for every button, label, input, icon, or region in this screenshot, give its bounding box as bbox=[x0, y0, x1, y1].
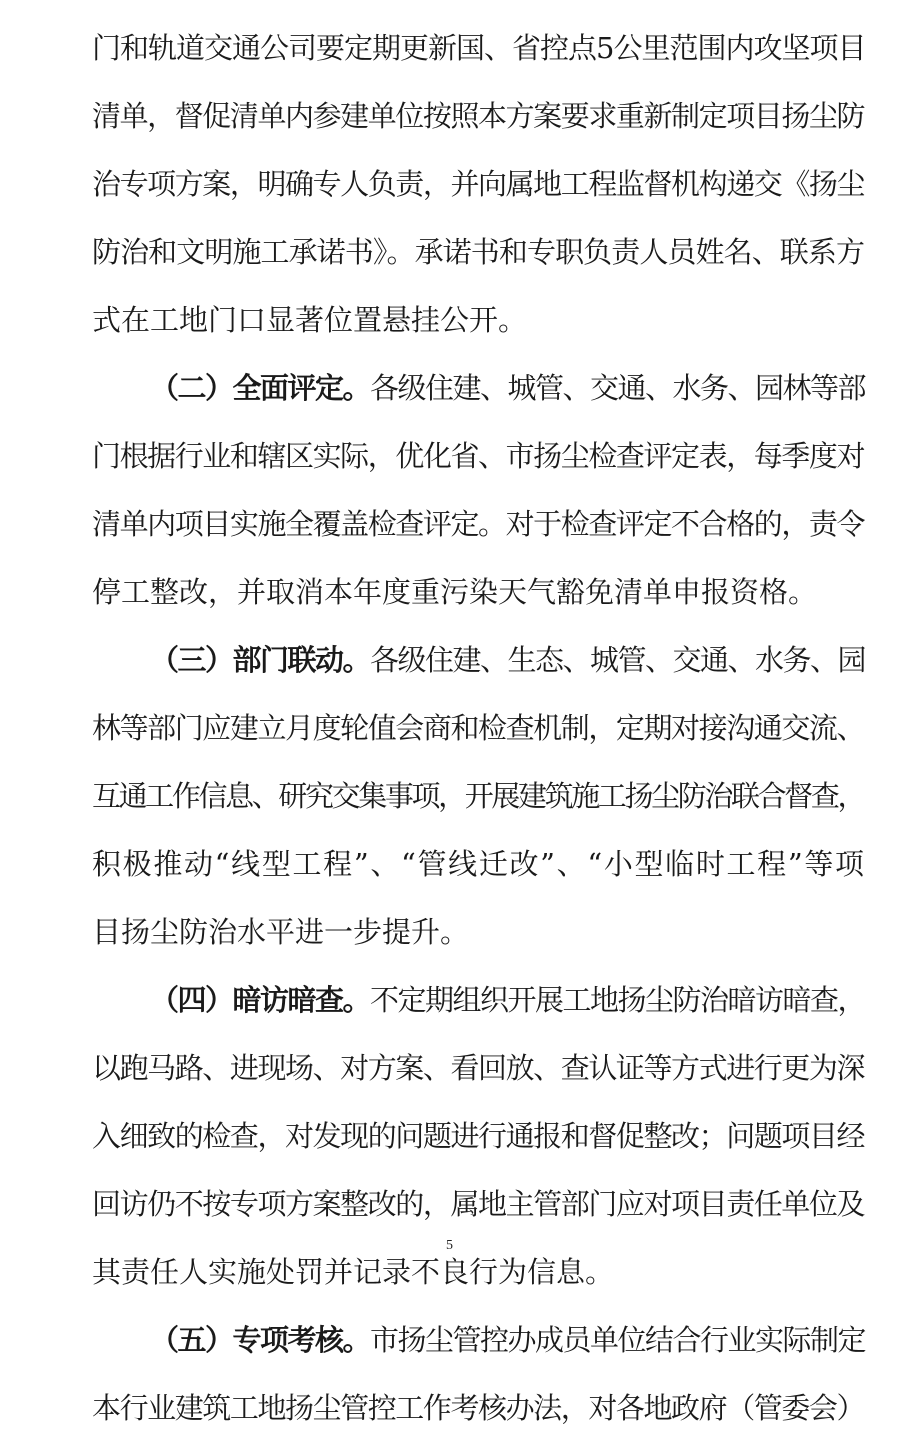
section-heading: （二）全面评定。 bbox=[150, 371, 371, 405]
text-line: 积极推动“线型工程”、“管线迁改”、“小型临时工程”等项 bbox=[92, 847, 864, 881]
section-heading: （四）暗访暗查。 bbox=[150, 983, 371, 1017]
body-text bbox=[92, 20, 864, 1448]
text-line: 林等部门应建立月度轮值会商和检查机制，定期对接沟通交流、 bbox=[92, 711, 864, 745]
text-line: 治专项方案，明确专人负责，并向属地工程监督机构递交《扬尘 bbox=[92, 167, 864, 201]
text-line: 目扬尘防治水平进一步提升。 bbox=[92, 915, 470, 949]
text-line: 停工整改，并取消本年度重污染天气豁免清单申报资格。 bbox=[92, 575, 818, 609]
section-heading: （三）部门联动。 bbox=[150, 643, 371, 677]
text-line: 门根据行业和辖区实际，优化省、市扬尘检查评定表，每季度对 bbox=[92, 439, 864, 473]
text-run: 市扬尘管控办成员单位结合行业实际制定 bbox=[370, 1323, 866, 1357]
text-line: 回访仍不按专项方案整改的，属地主管部门应对项目责任单位及 bbox=[92, 1187, 864, 1221]
text-line: 防治和文明施工承诺书》。承诺书和专职负责人员姓名、联系方 bbox=[92, 235, 864, 269]
text-line: 以跑马路、进现场、对方案、看回放、查认证等方式进行更为深 bbox=[92, 1051, 864, 1085]
text-line: 式在工地门口显著位置悬挂公开。 bbox=[92, 303, 528, 337]
text-run: 各级住建、生态、城管、交通、水务、园 bbox=[370, 643, 866, 677]
paragraph-start-line bbox=[92, 972, 864, 1040]
section-heading: （五）专项考核。 bbox=[150, 1323, 371, 1357]
text-line: 互通工作信息、研究交集事项，开展建筑施工扬尘防治联合督查， bbox=[92, 779, 864, 813]
text-run: 不定期组织开展工地扬尘防治暗访暗查， bbox=[370, 983, 866, 1017]
page-number: 5 bbox=[446, 1238, 453, 1253]
text-line: 清单内项目实施全覆盖检查评定。对于检查评定不合格的，责令 bbox=[92, 507, 864, 541]
text-line: 其责任人实施处罚并记录不良行为信息。 bbox=[92, 1255, 615, 1289]
text-line: 门和轨道交通公司要定期更新国、省控点5公里范围内攻坚项目 bbox=[92, 31, 866, 65]
paragraph-start-line bbox=[92, 632, 864, 700]
paragraph-start-line bbox=[92, 1312, 864, 1380]
text-line: 本行业建筑工地扬尘管控工作考核办法，对各地政府（管委会） bbox=[92, 1391, 864, 1425]
text-run: 各级住建、城管、交通、水务、园林等部 bbox=[370, 371, 866, 405]
text-line: 清单，督促清单内参建单位按照本方案要求重新制定项目扬尘防 bbox=[92, 99, 864, 133]
text-line: 入细致的检查，对发现的问题进行通报和督促整改；问题项目经 bbox=[92, 1119, 864, 1153]
paragraph-start-line bbox=[92, 360, 864, 428]
